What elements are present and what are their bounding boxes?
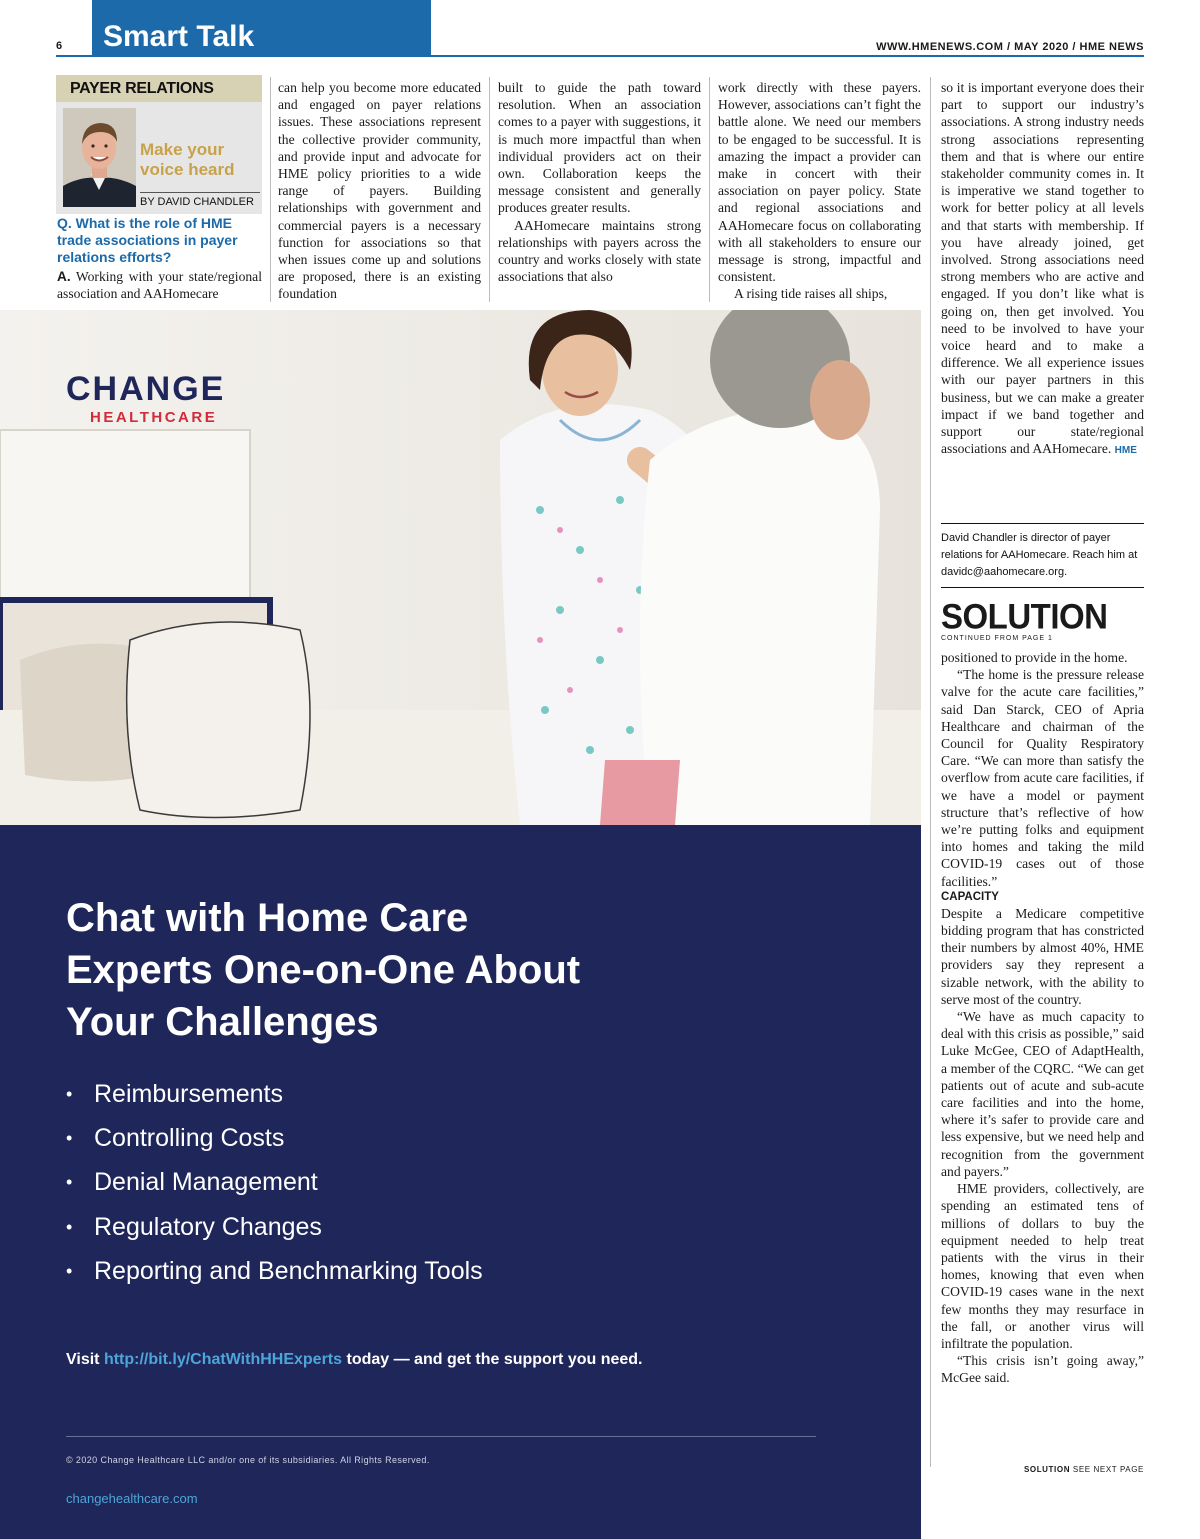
byline: BY DAVID CHANDLER <box>140 192 260 208</box>
ad-bullet-list <box>66 1072 483 1293</box>
solution-title: SOLUTION <box>941 596 1108 636</box>
column-label-bar <box>56 75 262 102</box>
masthead: WWW.HMENEWS.COM / MAY 2020 / HME NEWS <box>876 41 1144 53</box>
column-divider <box>489 77 490 302</box>
column-label: PAYER RELATIONS <box>70 80 214 97</box>
solution-column: positioned to provide in the home. “The home is the pressure release valve for the acute care facilities,” said Dan Starck, CEO of Apria Healthcare and chairman of the Council for Quality Respiratory Care. “We can more than satisfy the overflow from acute care facilities, if we have a model or payment structure that’s reflective of how we’re putting folks and equipment into homes and taking the mild COVID-19 cases out of those facilities.” CAPACITY Despite a Medicare competitive bidding program that has constricted their numbers by almost 40%, HME providers say they represent a sizable network, with the ability to serve most of the country. “We have as much capacity to deal with this crisis as possible,” said Luke McGee, CEO of AdaptHealth, a member of the CQRC. “We can get patients out of acute and sub-acute care facilities and into the home, where it’s safer to provide care and less expensive, but we need help and recognition from the government and payers.” HME providers, collectively, are spending an estimated tens of millions of dollars to buy the equipment needed to help treat patients with the virus in their homes, knowing that even when COVID-19 cases wane in the next few months they may resurface in the fall, or another virus will infiltrate the population. “This crisis isn’t going away,” McGee said. <box>941 650 1144 1386</box>
article-column-2: can help you become more educated and engaged on payer relations issues. These associations represent the collective provider community, and provide input and advocate for HME policy priorities to a wide range of payers. Building relationships with government and commercial payers is a necessary function for associations so that when issues come up and solutions are proposed, there is an existing foundation <box>278 80 481 302</box>
author-photo <box>63 108 136 207</box>
column-divider <box>709 77 710 302</box>
continued-label: CONTINUED FROM PAGE 1 <box>941 635 1053 642</box>
author-bio: David Chandler is director of payer relations for AAHomecare. Reach him at davidc@aahomecare.org. <box>941 532 1138 578</box>
end-tag: HME <box>1114 445 1137 457</box>
brand-logo: CHANGE HEALTHCARE <box>66 370 226 426</box>
column-divider <box>270 77 271 302</box>
section-tab <box>92 0 431 56</box>
question: Q. What is the role of HME trade associations in payer relations efforts? <box>57 215 238 265</box>
article-column-5: so it is important everyone does their part to support our industry’s associations. A strong industry needs strong associations representing them and that is where our entire stakeholder community comes in. It is imperative we stand together to work for better policy at all levels and that starts with membership. If you have already joined, get involved. Strong associations need strong members who are active and engaged. If you don’t like what is going on, then get involved. You need to be involved to have your voice heard and to make a difference. We all experience issues with our payer partners in this business, but we can make a greater impact if we band together and support our state/regional associations and AAHomecare. HME <box>941 80 1144 457</box>
ad-website-link[interactable]: changehealthcare.com <box>66 1491 198 1506</box>
ad-copyright: © 2020 Change Healthcare LLC and/or one of its subsidiaries. All Rights Reserved. <box>66 1455 430 1465</box>
article-column-3: built to guide the path toward resolution. When an association comes to a payer with suggestions, it is much more impactful than when individual providers act on their own. Collaboration keeps the message consistent and generally produces greater results. AAHomecare maintains strong relationships with payers across the country and works closely with state associations that also <box>498 80 701 285</box>
ad-headline: Chat with Home Care Experts One-on-One About Your Challenges <box>66 896 581 1044</box>
ad-link[interactable]: http://bit.ly/ChatWithHHExperts <box>103 1351 343 1368</box>
ad-bullet: • Controlling Costs <box>66 1123 285 1152</box>
subhead-capacity: CAPACITY <box>941 890 999 903</box>
ad-bullet: • Regulatory Changes <box>66 1212 322 1241</box>
bio-rule-bottom <box>941 587 1144 588</box>
column-headline: Make your voice heard <box>140 140 235 179</box>
page-number: 6 <box>56 40 63 52</box>
ad-panel <box>0 825 921 1539</box>
section-title: Smart Talk <box>103 20 255 53</box>
column-divider <box>930 77 931 1467</box>
jump-line: SOLUTION SEE NEXT PAGE <box>1023 1465 1144 1474</box>
header-rule <box>56 55 1144 57</box>
article-column-4: work directly with these payers. However, associations can’t fight the battle alone. We need our members to be engaged to be successful. It is amazing the impact a provider can make in concert with their association on payer policy. State and regional associations and AAHomecare focus on collaborating with all stakeholders to ensure our message is strong, impactful and consistent. A rising tide raises all ships, <box>718 80 921 302</box>
answer-label: A. <box>57 269 71 284</box>
ad-bullet: • Denial Management <box>66 1168 318 1197</box>
bio-rule-top <box>941 523 1144 524</box>
ad-bullet: • Reimbursements <box>66 1079 283 1108</box>
ad-bullet: • Reporting and Benchmarking Tools <box>66 1256 483 1285</box>
ad-divider <box>66 1436 816 1437</box>
ad-call-to-action: Visit http://bit.ly/ChatWithHHExperts today — and get the support you need. <box>66 1351 643 1368</box>
ad-photo <box>0 310 921 825</box>
article-column-1: A. Working with your state/regional association and AAHomecare <box>57 269 262 302</box>
